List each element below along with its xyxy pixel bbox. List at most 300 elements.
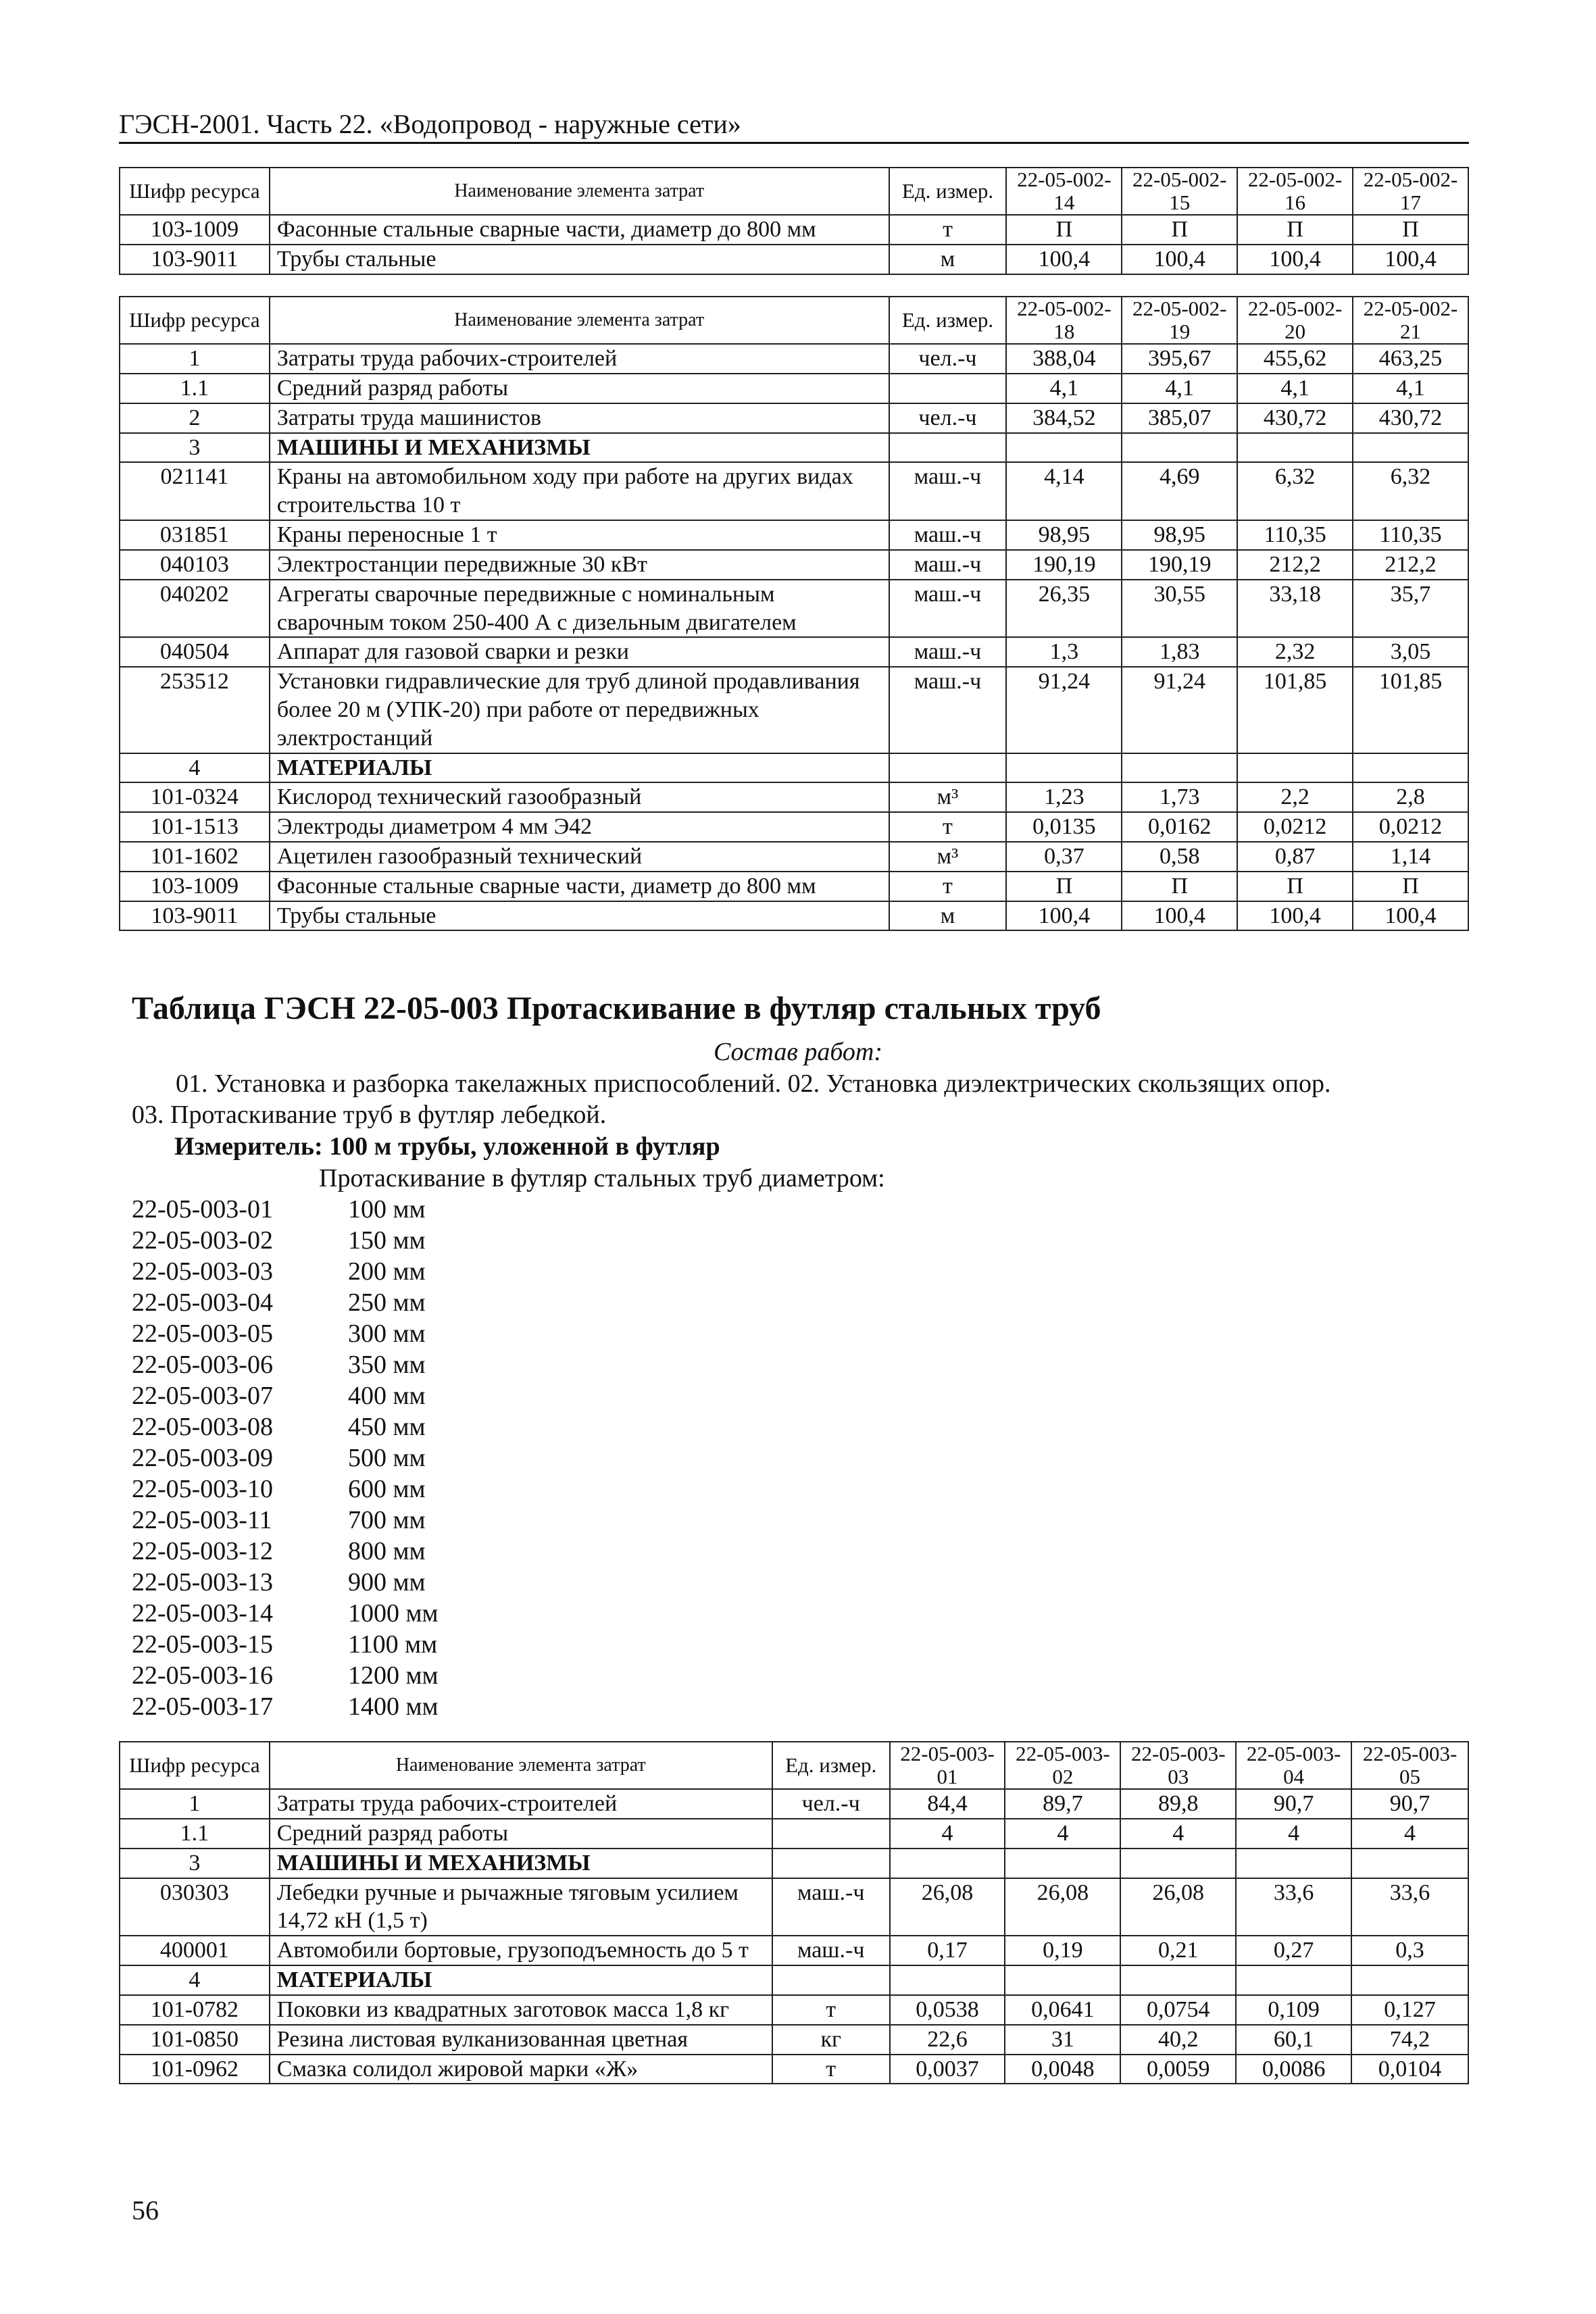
- cell-value: 1,3: [1006, 637, 1122, 667]
- cell-value: 90,7: [1236, 1789, 1351, 1819]
- header-rule: [119, 142, 1469, 144]
- header-unit: Ед. измер.: [772, 1742, 890, 1789]
- cell-value: 0,109: [1236, 1995, 1351, 2025]
- cell-unit: т: [889, 812, 1007, 842]
- resource-table-3: [119, 1741, 1469, 2084]
- cell-unit: т: [889, 215, 1007, 245]
- cell-value: 0,127: [1351, 1995, 1468, 2025]
- cell-value: [1120, 1848, 1236, 1878]
- cell-value: 101,85: [1237, 667, 1353, 753]
- cell-name: Фасонные стальные сварные части, диаметр до 800 мм: [270, 872, 889, 901]
- cell-value: 100,4: [1122, 901, 1237, 931]
- variant-item: [132, 1318, 439, 1349]
- variant-item: [132, 1287, 439, 1318]
- table-header-row: [120, 168, 1468, 215]
- cell-value: 91,24: [1006, 667, 1122, 753]
- variant-size: 600 мм: [348, 1475, 426, 1503]
- cell-value: 4,1: [1122, 374, 1237, 403]
- variant-size: 250 мм: [348, 1288, 426, 1317]
- cell-code: 1: [120, 1789, 270, 1819]
- cell-value: [1237, 753, 1353, 783]
- variant-code: 22-05-003-02: [132, 1226, 273, 1255]
- section-row: [120, 433, 1468, 463]
- cell-value: [1237, 433, 1353, 463]
- cell-code: 400001: [120, 1936, 270, 1965]
- cell-code: 030303: [120, 1878, 270, 1936]
- variant-code: 22-05-003-08: [132, 1413, 273, 1441]
- variant-size: 300 мм: [348, 1319, 426, 1348]
- header-name: Наименование элемента затрат: [270, 297, 889, 344]
- cell-name: МАТЕРИАЛЫ: [270, 753, 889, 783]
- cell-unit: [889, 433, 1007, 463]
- cell-name: Средний разряд работы: [270, 1819, 772, 1848]
- header-name: Наименование элемента затрат: [270, 168, 889, 215]
- cell-value: П: [1353, 872, 1468, 901]
- variant-item: [132, 1474, 439, 1505]
- page-number: 56: [132, 2195, 159, 2225]
- cell-value: 430,72: [1237, 403, 1353, 433]
- cell-code: 4: [120, 753, 270, 783]
- cell-value: 30,55: [1122, 580, 1237, 638]
- cell-value: 0,0037: [890, 2055, 1005, 2084]
- variant-item: [132, 1567, 439, 1598]
- table-row: [120, 403, 1468, 433]
- cell-value: П: [1006, 872, 1122, 901]
- cell-code: 103-9011: [120, 245, 270, 274]
- sostav-label: Состав работ:: [713, 1038, 883, 1066]
- table-row: [120, 637, 1468, 667]
- cell-code: 101-1513: [120, 812, 270, 842]
- cell-value: 0,0162: [1122, 812, 1237, 842]
- cell-code: 103-1009: [120, 872, 270, 901]
- cell-value: 4: [1236, 1819, 1351, 1848]
- resource-table-1: [119, 167, 1469, 275]
- variant-code: 22-05-003-09: [132, 1444, 273, 1472]
- header-code: Шифр ресурса: [120, 297, 270, 344]
- cell-code: 101-0850: [120, 2025, 270, 2055]
- table-row: [120, 667, 1468, 753]
- header-column: 22-05-002-18: [1006, 297, 1122, 344]
- cell-value: 4: [1120, 1819, 1236, 1848]
- cell-value: 212,2: [1237, 550, 1353, 580]
- cell-value: П: [1353, 215, 1468, 245]
- section-row: [120, 1848, 1468, 1878]
- variant-code: 22-05-003-06: [132, 1351, 273, 1379]
- variant-code: 22-05-003-15: [132, 1630, 273, 1659]
- cell-name: Затраты труда рабочих-строителей: [270, 1789, 772, 1819]
- variant-size: 400 мм: [348, 1382, 426, 1410]
- variant-size: 450 мм: [348, 1413, 426, 1441]
- cell-value: 190,19: [1006, 550, 1122, 580]
- works-line-2: 03. Протаскивание труб в футляр лебедкой.: [132, 1101, 607, 1129]
- cell-value: 4,69: [1122, 462, 1237, 520]
- cell-code: 031851: [120, 520, 270, 550]
- cell-name: Трубы стальные: [270, 245, 889, 274]
- table-row: [120, 812, 1468, 842]
- cell-name: Затраты труда рабочих-строителей: [270, 344, 889, 374]
- variant-item: [132, 1505, 439, 1536]
- cell-value: 0,0538: [890, 1995, 1005, 2025]
- cell-code: 1.1: [120, 374, 270, 403]
- header-column: 22-05-002-16: [1237, 168, 1353, 215]
- resource-table-2: [119, 296, 1469, 931]
- cell-value: [1353, 753, 1468, 783]
- cell-code: 040103: [120, 550, 270, 580]
- cell-value: 22,6: [890, 2025, 1005, 2055]
- variant-code: 22-05-003-17: [132, 1692, 273, 1721]
- cell-value: 91,24: [1122, 667, 1237, 753]
- header-column: 22-05-002-17: [1353, 168, 1468, 215]
- cell-value: 1,23: [1006, 782, 1122, 812]
- cell-name: Смазка солидол жировой марки «Ж»: [270, 2055, 772, 2084]
- variant-code: 22-05-003-01: [132, 1195, 273, 1224]
- variant-size: 1100 мм: [348, 1630, 438, 1659]
- cell-value: 4,1: [1237, 374, 1353, 403]
- cell-value: 0,0212: [1353, 812, 1468, 842]
- variant-code: 22-05-003-03: [132, 1257, 273, 1286]
- variant-item: [132, 1598, 439, 1629]
- cell-value: 89,7: [1005, 1789, 1120, 1819]
- cell-unit: т: [772, 1995, 890, 2025]
- variant-item: [132, 1380, 439, 1411]
- cell-value: 4: [890, 1819, 1005, 1848]
- variant-size: 700 мм: [348, 1506, 426, 1534]
- cell-name: Краны переносные 1 т: [270, 520, 889, 550]
- cell-value: 1,73: [1122, 782, 1237, 812]
- table-row: [120, 2025, 1468, 2055]
- cell-name: МАТЕРИАЛЫ: [270, 1965, 772, 1995]
- cell-value: 4: [1005, 1819, 1120, 1848]
- cell-value: 0,3: [1351, 1936, 1468, 1965]
- cell-unit: чел.-ч: [889, 403, 1007, 433]
- cell-unit: маш.-ч: [889, 580, 1007, 638]
- table-row: [120, 842, 1468, 872]
- cell-code: 103-9011: [120, 901, 270, 931]
- header-column: 22-05-003-05: [1351, 1742, 1468, 1789]
- cell-unit: маш.-ч: [772, 1936, 890, 1965]
- cell-value: 100,4: [1353, 901, 1468, 931]
- cell-value: 26,08: [1005, 1878, 1120, 1936]
- cell-value: 0,0104: [1351, 2055, 1468, 2084]
- cell-unit: [889, 753, 1007, 783]
- cell-name: Лебедки ручные и рычажные тяговым усилием 14,72 кН (1,5 т): [270, 1878, 772, 1936]
- cell-name: Поковки из квадратных заготовок масса 1,8 кг: [270, 1995, 772, 2025]
- cell-value: 0,17: [890, 1936, 1005, 1965]
- variant-item: [132, 1536, 439, 1567]
- cell-unit: [889, 374, 1007, 403]
- cell-name: Фасонные стальные сварные части, диаметр до 800 мм: [270, 215, 889, 245]
- cell-value: 35,7: [1353, 580, 1468, 638]
- cell-unit: маш.-ч: [889, 462, 1007, 520]
- cell-value: 2,2: [1237, 782, 1353, 812]
- cell-unit: [772, 1965, 890, 1995]
- cell-code: 040504: [120, 637, 270, 667]
- cell-value: 31: [1005, 2025, 1120, 2055]
- header-name: Наименование элемента затрат: [270, 1742, 772, 1789]
- cell-code: 1.1: [120, 1819, 270, 1848]
- cell-value: 0,0059: [1120, 2055, 1236, 2084]
- variant-size: 200 мм: [348, 1257, 426, 1286]
- table-row: [120, 1995, 1468, 2025]
- cell-name: Ацетилен газообразный технический: [270, 842, 889, 872]
- cell-name: Электростанции передвижные 30 кВт: [270, 550, 889, 580]
- cell-unit: [772, 1819, 890, 1848]
- cell-value: 0,37: [1006, 842, 1122, 872]
- variant-item: [132, 1256, 439, 1287]
- cell-value: [1236, 1848, 1351, 1878]
- cell-value: 98,95: [1006, 520, 1122, 550]
- cell-value: 100,4: [1006, 901, 1122, 931]
- variant-size: 150 мм: [348, 1226, 426, 1255]
- cell-code: 3: [120, 433, 270, 463]
- cell-name: Кислород технический газообразный: [270, 782, 889, 812]
- cell-value: 4,14: [1006, 462, 1122, 520]
- cell-value: [1353, 433, 1468, 463]
- cell-value: 385,07: [1122, 403, 1237, 433]
- cell-unit: чел.-ч: [772, 1789, 890, 1819]
- cell-code: 101-0782: [120, 1995, 270, 2025]
- variants-title: Протаскивание в футляр стальных труб диаметром:: [319, 1164, 885, 1192]
- variant-code: 22-05-003-14: [132, 1599, 273, 1628]
- cell-name: Электроды диаметром 4 мм Э42: [270, 812, 889, 842]
- cell-value: 2,32: [1237, 637, 1353, 667]
- cell-code: 040202: [120, 580, 270, 638]
- cell-value: 40,2: [1120, 2025, 1236, 2055]
- cell-code: 253512: [120, 667, 270, 753]
- cell-value: [1351, 1965, 1468, 1995]
- cell-value: [1122, 753, 1237, 783]
- cell-value: 100,4: [1237, 245, 1353, 274]
- variant-code: 22-05-003-11: [132, 1506, 272, 1534]
- table-row: [120, 520, 1468, 550]
- cell-unit: маш.-ч: [889, 667, 1007, 753]
- cell-unit: м: [889, 245, 1007, 274]
- cell-unit: маш.-ч: [772, 1878, 890, 1936]
- table-row: [120, 1936, 1468, 1965]
- cell-value: [1120, 1965, 1236, 1995]
- table-header-row: [120, 297, 1468, 344]
- cell-unit: м³: [889, 842, 1007, 872]
- cell-value: 0,19: [1005, 1936, 1120, 1965]
- cell-name: Резина листовая вулканизованная цветная: [270, 2025, 772, 2055]
- cell-unit: кг: [772, 2025, 890, 2055]
- cell-unit: маш.-ч: [889, 520, 1007, 550]
- cell-value: 33,6: [1351, 1878, 1468, 1936]
- cell-value: [1006, 433, 1122, 463]
- cell-name: МАШИНЫ И МЕХАНИЗМЫ: [270, 433, 889, 463]
- cell-value: [890, 1848, 1005, 1878]
- variants-list: [132, 1194, 439, 1722]
- variant-item: [132, 1442, 439, 1474]
- meter-line: Измеритель: 100 м трубы, уложенной в футляр: [174, 1132, 720, 1161]
- cell-code: 101-0324: [120, 782, 270, 812]
- cell-value: 4: [1351, 1819, 1468, 1848]
- variant-item: [132, 1691, 439, 1722]
- header-column: 22-05-003-03: [1120, 1742, 1236, 1789]
- cell-unit: маш.-ч: [889, 637, 1007, 667]
- cell-name: Установки гидравлические для труб длиной продавливания более 20 м (УПК-20) при работе от передвижных электростанций: [270, 667, 889, 753]
- cell-value: [1006, 753, 1122, 783]
- table-row: [120, 550, 1468, 580]
- variant-size: 1000 мм: [348, 1599, 439, 1628]
- cell-value: 0,58: [1122, 842, 1237, 872]
- header-column: 22-05-002-20: [1237, 297, 1353, 344]
- variant-code: 22-05-003-16: [132, 1661, 273, 1690]
- cell-value: 0,21: [1120, 1936, 1236, 1965]
- cell-value: 84,4: [890, 1789, 1005, 1819]
- table-row: [120, 374, 1468, 403]
- table-row: [120, 245, 1468, 274]
- cell-unit: маш.-ч: [889, 550, 1007, 580]
- section-title: Таблица ГЭСН 22-05-003 Протаскивание в футляр стальных труб: [132, 990, 1101, 1026]
- cell-name: Затраты труда машинистов: [270, 403, 889, 433]
- variant-item: [132, 1225, 439, 1256]
- cell-value: П: [1237, 215, 1353, 245]
- page-header: ГЭСН-2001. Часть 22. «Водопровод - наружные сети»: [119, 109, 741, 139]
- cell-code: 101-0962: [120, 2055, 270, 2084]
- cell-value: 0,0086: [1236, 2055, 1351, 2084]
- cell-value: П: [1006, 215, 1122, 245]
- variant-size: 350 мм: [348, 1351, 426, 1379]
- header-column: 22-05-002-14: [1006, 168, 1122, 215]
- variant-size: 100 мм: [348, 1195, 426, 1224]
- cell-value: П: [1122, 872, 1237, 901]
- table-row: [120, 580, 1468, 638]
- cell-name: Трубы стальные: [270, 901, 889, 931]
- variant-code: 22-05-003-12: [132, 1537, 273, 1565]
- cell-value: 463,25: [1353, 344, 1468, 374]
- header-code: Шифр ресурса: [120, 1742, 270, 1789]
- header-column: 22-05-002-15: [1122, 168, 1237, 215]
- table-row: [120, 344, 1468, 374]
- header-column: 22-05-002-21: [1353, 297, 1468, 344]
- cell-value: П: [1122, 215, 1237, 245]
- variant-code: 22-05-003-13: [132, 1568, 273, 1596]
- table-row: [120, 215, 1468, 245]
- table-row: [120, 2055, 1468, 2084]
- cell-value: 4,1: [1006, 374, 1122, 403]
- header-column: 22-05-003-04: [1236, 1742, 1351, 1789]
- cell-code: 3: [120, 1848, 270, 1878]
- cell-name: Средний разряд работы: [270, 374, 889, 403]
- cell-name: Автомобили бортовые, грузоподъемность до 5 т: [270, 1936, 772, 1965]
- cell-value: 0,0754: [1120, 1995, 1236, 2025]
- cell-value: [1122, 433, 1237, 463]
- cell-unit: т: [772, 2055, 890, 2084]
- section-row: [120, 1965, 1468, 1995]
- cell-value: 100,4: [1006, 245, 1122, 274]
- variant-item: [132, 1194, 439, 1225]
- cell-code: 4: [120, 1965, 270, 1995]
- cell-unit: м³: [889, 782, 1007, 812]
- cell-value: П: [1237, 872, 1353, 901]
- cell-unit: м: [889, 901, 1007, 931]
- cell-value: 1,83: [1122, 637, 1237, 667]
- cell-value: 0,87: [1237, 842, 1353, 872]
- cell-value: 388,04: [1006, 344, 1122, 374]
- cell-value: 60,1: [1236, 2025, 1351, 2055]
- table-row: [120, 782, 1468, 812]
- header-unit: Ед. измер.: [889, 168, 1007, 215]
- cell-value: 26,35: [1006, 580, 1122, 638]
- cell-value: 110,35: [1353, 520, 1468, 550]
- cell-value: 0,0135: [1006, 812, 1122, 842]
- cell-name: МАШИНЫ И МЕХАНИЗМЫ: [270, 1848, 772, 1878]
- cell-value: 212,2: [1353, 550, 1468, 580]
- variant-size: 500 мм: [348, 1444, 426, 1472]
- cell-name: Агрегаты сварочные передвижные с номинальным сварочным током 250-400 А с дизельным двигателем: [270, 580, 889, 638]
- works-line-1: 01. Установка и разборка такелажных приспособлений. 02. Установка диэлектрических скользящих опор.: [176, 1070, 1331, 1098]
- cell-code: 2: [120, 403, 270, 433]
- cell-value: 89,8: [1120, 1789, 1236, 1819]
- cell-value: 26,08: [890, 1878, 1005, 1936]
- table-row: [120, 872, 1468, 901]
- cell-code: 101-1602: [120, 842, 270, 872]
- cell-value: 6,32: [1237, 462, 1353, 520]
- variant-size: 900 мм: [348, 1568, 426, 1596]
- variant-size: 1400 мм: [348, 1692, 439, 1721]
- cell-value: 100,4: [1237, 901, 1353, 931]
- cell-value: 395,67: [1122, 344, 1237, 374]
- variant-item: [132, 1629, 439, 1660]
- cell-value: 110,35: [1237, 520, 1353, 550]
- cell-value: 26,08: [1120, 1878, 1236, 1936]
- cell-value: 384,52: [1006, 403, 1122, 433]
- cell-value: 6,32: [1353, 462, 1468, 520]
- cell-value: 430,72: [1353, 403, 1468, 433]
- table-row: [120, 462, 1468, 520]
- cell-code: 021141: [120, 462, 270, 520]
- cell-code: 103-1009: [120, 215, 270, 245]
- cell-value: 0,0048: [1005, 2055, 1120, 2084]
- header-column: 22-05-002-19: [1122, 297, 1237, 344]
- cell-value: 1,14: [1353, 842, 1468, 872]
- cell-code: 1: [120, 344, 270, 374]
- variant-size: 800 мм: [348, 1537, 426, 1565]
- header-code: Шифр ресурса: [120, 168, 270, 215]
- variant-item: [132, 1660, 439, 1691]
- cell-value: 455,62: [1237, 344, 1353, 374]
- cell-value: 74,2: [1351, 2025, 1468, 2055]
- cell-value: 33,6: [1236, 1878, 1351, 1936]
- cell-value: [1005, 1965, 1120, 1995]
- cell-value: 100,4: [1353, 245, 1468, 274]
- variant-code: 22-05-003-07: [132, 1382, 273, 1410]
- cell-name: Аппарат для газовой сварки и резки: [270, 637, 889, 667]
- table-row: [120, 901, 1468, 931]
- header-column: 22-05-003-01: [890, 1742, 1005, 1789]
- cell-value: 0,0212: [1237, 812, 1353, 842]
- cell-value: 3,05: [1353, 637, 1468, 667]
- cell-value: 4,1: [1353, 374, 1468, 403]
- cell-value: 0,27: [1236, 1936, 1351, 1965]
- table-row: [120, 1789, 1468, 1819]
- header-unit: Ед. измер.: [889, 297, 1007, 344]
- cell-value: 0,0641: [1005, 1995, 1120, 2025]
- header-column: 22-05-003-02: [1005, 1742, 1120, 1789]
- cell-value: 190,19: [1122, 550, 1237, 580]
- cell-value: [890, 1965, 1005, 1995]
- variant-code: 22-05-003-10: [132, 1475, 273, 1503]
- section-row: [120, 753, 1468, 783]
- table-header-row: [120, 1742, 1468, 1789]
- cell-unit: чел.-ч: [889, 344, 1007, 374]
- cell-value: [1005, 1848, 1120, 1878]
- cell-value: [1351, 1848, 1468, 1878]
- table-row: [120, 1878, 1468, 1936]
- cell-value: 101,85: [1353, 667, 1468, 753]
- variant-size: 1200 мм: [348, 1661, 439, 1690]
